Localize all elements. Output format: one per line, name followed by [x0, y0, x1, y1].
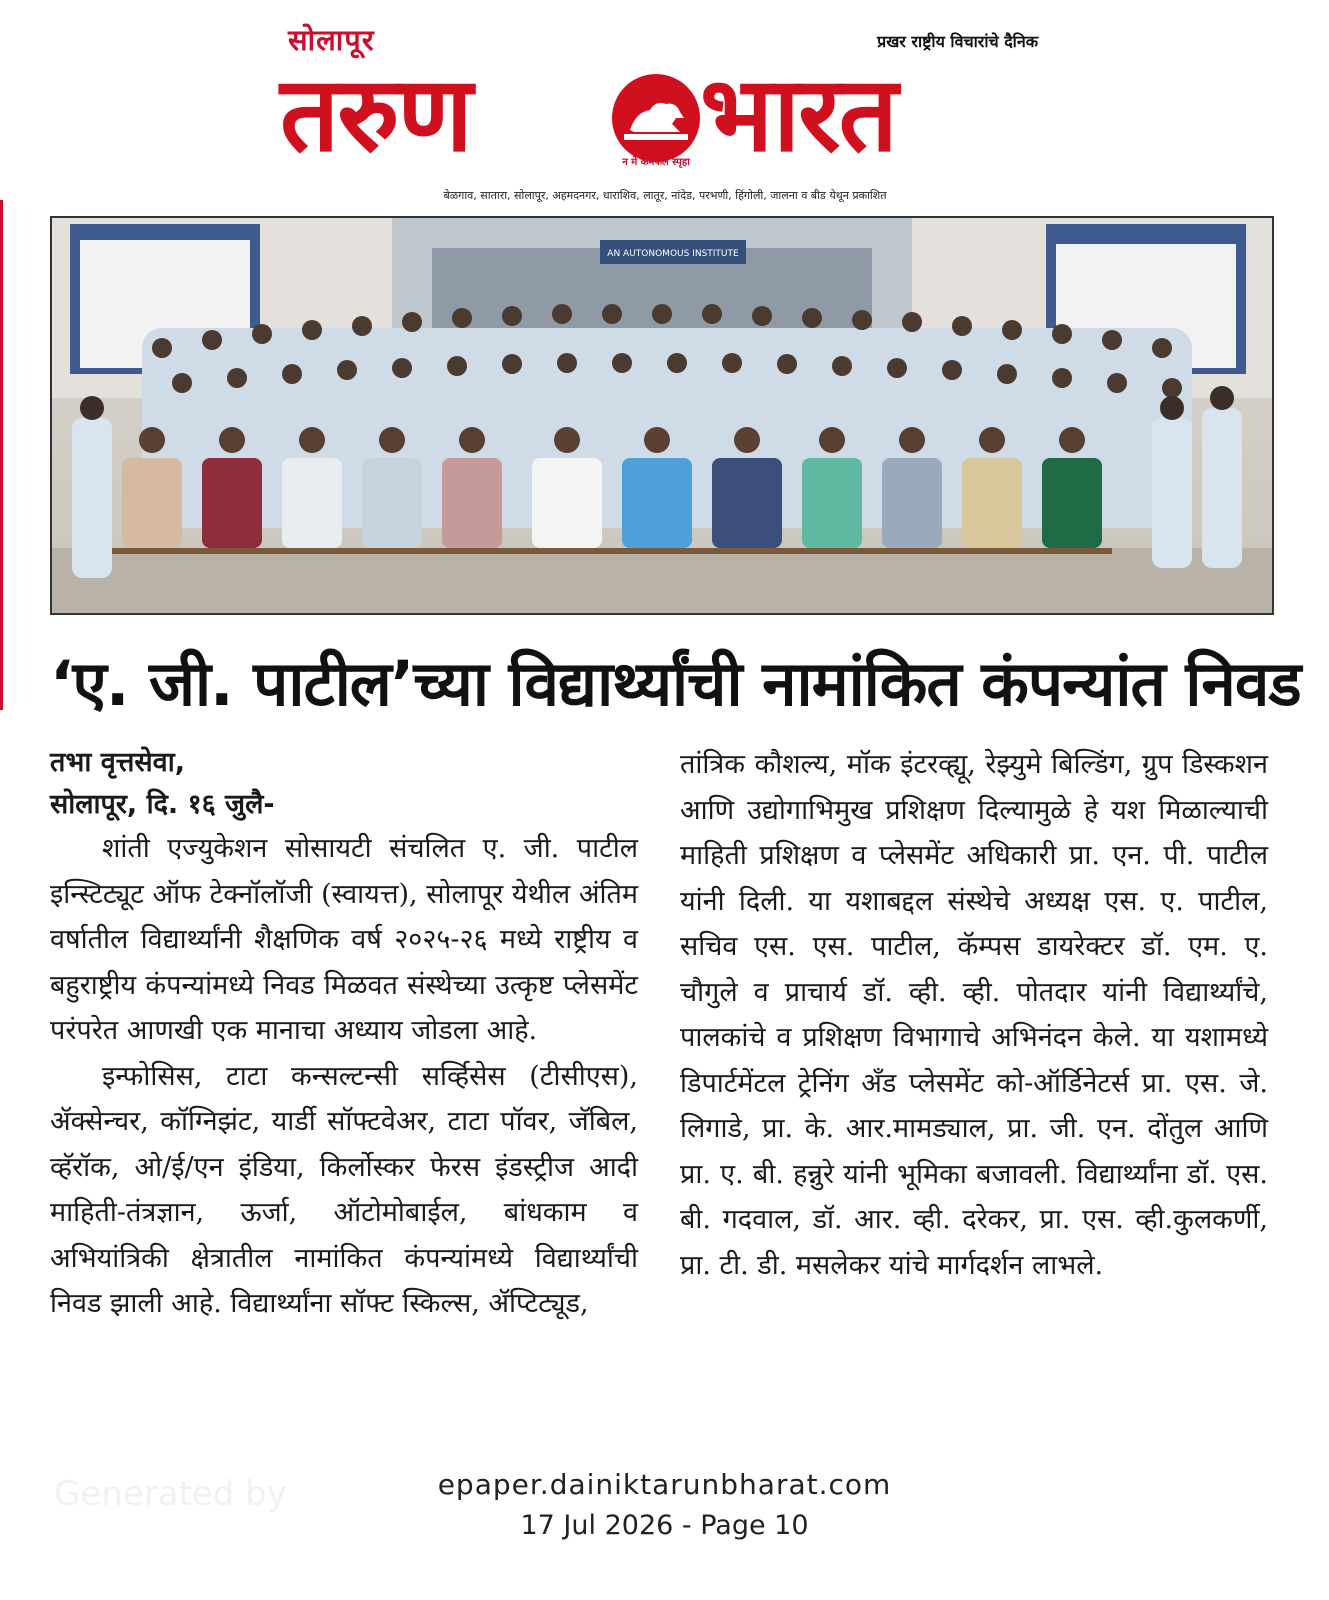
- masthead-editions: बेळगाव, सातारा, सोलापूर, अहमदनगर, धाराशिव, लातूर, नांदेड, परभणी, हिंगोली, जालना व बीड येथून प्रकाशित: [443, 189, 887, 202]
- article-byline: तभा वृत्तसेवा,: [50, 747, 185, 778]
- article-column-left: [50, 742, 638, 1327]
- article-headline: ‘ए. जी. पाटील’च्या विद्यार्थ्यांची नामांकित कंपन्यांत निवड: [50, 647, 1301, 720]
- watermark: Generated by: [54, 1474, 287, 1514]
- masthead-motto: न मे कर्मफले स्पृहा: [622, 157, 690, 168]
- article-paragraph-3: तांत्रिक कौशल्य, मॉक इंटरव्ह्यू, रेझ्युमे बिल्डिंग, ग्रुप डिस्कशन आणि उद्योगाभिमुख प्रशिक्षण दिल्यामुळे हे यश मिळाल्याची माहिती प्रशिक्षण व प्लेसमेंट अधिकारी प्रा. एन. पी. पाटील यांनी दिली. या यशाबद्दल संस्थेचे अध्यक्ष एस. ए. पाटील, सचिव एस. एस. पाटील, कॅम्पस डायरेक्टर डॉ. एम. ए. चौगुले व प्राचार्य डॉ. व्ही. व्ही. पोतदार यांनी विद्यार्थ्यांचे, पालकांचे व प्रशिक्षण विभागाचे अभिनंदन केले. या यशामध्ये डिपार्टमेंटल ट्रेनिंग अँड प्लेसमेंट को-ऑर्डिनेटर्स प्रा. एस. जे. लिगाडे, प्रा. के. आर.मामड्याल, प्रा. जी. एन. दोंतुल आणि प्रा. ए. बी. हन्नुरे यांनी भूमिका बजावली. विद्यार्थ्यांना डॉ. एस. बी. गदवाल, डॉ. आर. व्ही. दरेकर, प्रा. एस. व्ही.कुलकर्णी, प्रा. टी. डी. मसलेकर यांचे मार्गदर्शन लाभले.: [680, 749, 1268, 1281]
- article-dateline: सोलापूर, दि. १६ जुलै-: [50, 789, 275, 820]
- lion-emblem-icon: [610, 72, 702, 164]
- margin-rule: [0, 200, 3, 710]
- group-photo-illustration: [52, 218, 1272, 613]
- masthead: [280, 14, 1050, 202]
- footer-url: epaper.dainiktarunbharat.com: [437, 1468, 892, 1501]
- masthead-city: सोलापूर: [288, 23, 375, 57]
- article-column-right: [680, 742, 1268, 1288]
- article-paragraph-2: इन्फोसिस, टाटा कन्सल्टन्सी सर्व्हिसेस (टीसीएस), ॲक्सेन्चर, कॉग्निझंट, यार्डी सॉफ्टवेअर, टाटा पॉवर, जॅबिल, व्हॅरॉक, ओ/ई/एन इंडिया, किर्लोस्कर फेरस इंडस्ट्रीज आदी माहिती-तंत्रज्ञान, ऊर्जा, ऑटोमोबाईल, बांधकाम व अभियांत्रिकी क्षेत्रातील नामांकित कंपन्यांमध्ये विद्यार्थ्यांची निवड झाली आहे. विद्यार्थ्यांना सॉफ्ट स्किल्स, ॲप्टिट्यूड,: [50, 1060, 638, 1319]
- article-paragraph-1: शांती एज्युकेशन सोसायटी संचलित ए. जी. पाटील इन्स्टिट्यूट ऑफ टेक्नॉलॉजी (स्वायत्त), सोलापूर येथील अंतिम वर्षातील विद्यार्थ्यांनी शैक्षणिक वर्ष २०२५-२६ मध्ये राष्ट्रीय व बहुराष्ट्रीय कंपन्यांमध्ये निवड मिळवत संस्थेच्या उत्कृष्ट प्लेसमेंट परंपरेत आणखी एक मानाचा अध्याय जोडला आहे.: [50, 833, 638, 1046]
- group-photo: [50, 216, 1274, 615]
- masthead-tagline: प्रखर राष्ट्रीय विचारांचे दैनिक: [877, 32, 1038, 51]
- footer-date-page: 17 Jul 2026 - Page 10: [520, 1510, 809, 1541]
- photo-banner-text: AN AUTONOMOUS INSTITUTE: [607, 249, 739, 259]
- masthead-name-right: भारत: [700, 53, 896, 175]
- masthead-name-left: तरुण: [280, 53, 471, 175]
